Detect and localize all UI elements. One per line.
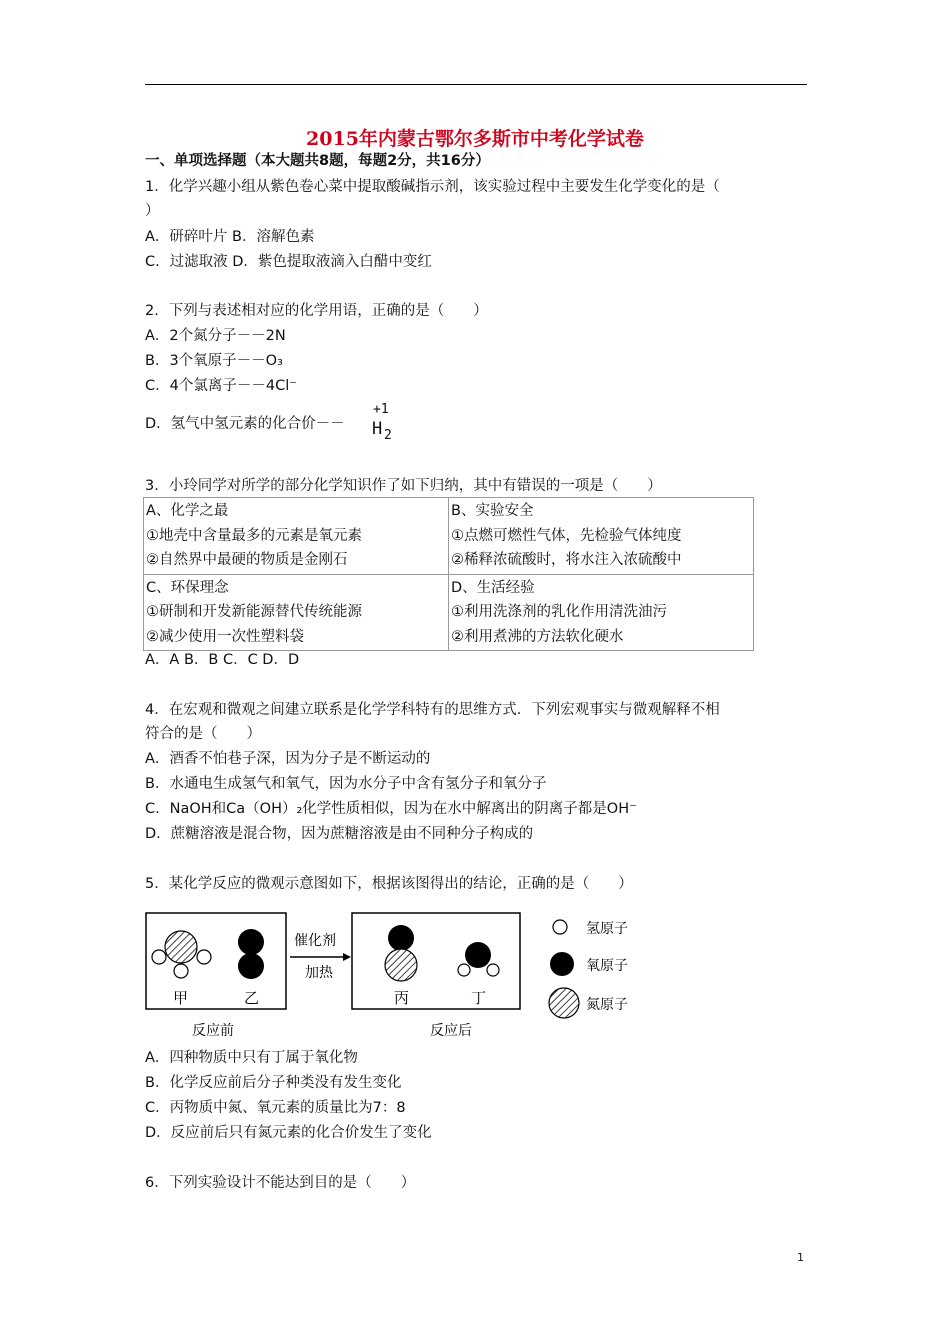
label-jia: 甲 [173, 989, 189, 1007]
label-bing: 丙 [394, 989, 410, 1007]
oxygen-atom [238, 929, 264, 955]
question-5-option-b: B．化学反应前后分子种类没有发生变化 [145, 1075, 402, 1091]
question-5-option-d: D．反应前后只有氮元素的化合价发生了变化 [145, 1125, 432, 1141]
molecule-ding [458, 942, 499, 976]
oxygen-atom [238, 953, 264, 979]
legend-oxygen-icon [550, 952, 574, 976]
reaction-diagram [140, 905, 660, 1045]
hydrogen-atom [174, 964, 188, 978]
legend-hydrogen: 氢原子 [586, 921, 628, 937]
oxygen-atom [465, 942, 491, 968]
molecule-yi [238, 929, 264, 979]
question-6-stem: 6．下列实验设计不能达到目的是（ ） [145, 1175, 416, 1191]
reaction-arrow-head [343, 953, 351, 961]
arrow-top-label: 催化剂 [294, 933, 336, 949]
label-after: 反应后 [430, 1023, 472, 1039]
question-5-option-c: C．丙物质中氮、氧元素的质量比为7：8 [145, 1100, 406, 1116]
cell-item: ①研制和开发新能源替代传统能源 [146, 604, 362, 620]
cell-item: ②稀释浓硫酸时，将水注入浓硫酸中 [451, 552, 682, 568]
arrow-bottom-label: 加热 [305, 965, 333, 981]
question-5-option-a: A．四种物质中只有丁属于氧化物 [145, 1050, 358, 1066]
label-before: 反应前 [192, 1023, 234, 1039]
product-box [352, 913, 520, 1009]
question-3-table [143, 497, 754, 651]
question-4-stem-cont: 符合的是（ ） [145, 726, 261, 742]
molecule-bing [385, 925, 417, 981]
formula-subscript: 2 [384, 428, 392, 443]
table-row [144, 574, 754, 651]
molecule-jia [152, 931, 211, 978]
cell-item: ②减少使用一次性塑料袋 [146, 628, 304, 645]
hydrogen-atom [487, 964, 499, 976]
cell-item: ①地壳中含量最多的元素是氧元素 [146, 527, 362, 544]
legend-hydrogen-icon [553, 920, 567, 934]
table-cell-a [144, 498, 449, 575]
label-yi: 乙 [244, 989, 260, 1007]
cell-item: ②利用煮沸的方法软化硬水 [451, 628, 624, 645]
page-number: 1 [797, 1251, 804, 1264]
question-4-option-a: A．酒香不怕巷子深，因为分子是不断运动的 [145, 751, 431, 767]
reactant-box [146, 913, 286, 1009]
legend-nitrogen: 氮原子 [586, 997, 628, 1013]
label-ding: 丁 [471, 989, 487, 1007]
page-title: 2015年内蒙古鄂尔多斯市中考化学试卷 [306, 128, 644, 150]
cell-heading: A、化学之最 [146, 503, 229, 519]
question-1-stem: 1．化学兴趣小组从紫色卷心菜中提取酸碱指示剂，该实验过程中主要发生化学变化的是（ [145, 179, 720, 195]
cell-heading: B、实验安全 [451, 503, 534, 519]
table-cell-d [449, 574, 754, 651]
question-2-stem: 2．下列与表述相对应的化学用语，正确的是（ ） [145, 303, 488, 319]
question-3-options: A．A B．B C．C D．D [145, 652, 300, 668]
legend-oxygen: 氧原子 [586, 958, 628, 974]
section-heading: 一、单项选择题（本大题共8题，每题2分，共16分） [145, 153, 490, 169]
hydrogen-atom [458, 964, 470, 976]
cell-item: ①利用洗涤剂的乳化作用清洗油污 [451, 604, 667, 620]
nitrogen-atom [385, 949, 417, 981]
nitrogen-atom [165, 931, 197, 963]
table-cell-c [144, 574, 449, 651]
oxygen-atom [388, 925, 414, 951]
valence-label: +1 [373, 402, 389, 417]
question-2-option-b: B．3个氧原子－－O₃ [145, 353, 283, 369]
cell-item: ①点燃可燃性气体，先检验气体纯度 [451, 527, 682, 544]
hydrogen-atom [197, 950, 211, 964]
table-cell-b [449, 498, 754, 575]
question-4-option-c: C．NaOH和Ca（OH）₂化学性质相似，因为在水中解离出的阴离子都是OH⁻ [145, 801, 637, 817]
question-4-stem: 4．在宏观和微观之间建立联系是化学学科特有的思维方式．下列宏观事实与微观解释不相 [145, 702, 720, 718]
legend-nitrogen-icon [549, 988, 579, 1018]
question-2-option-a: A．2个氮分子－－2N [145, 328, 286, 344]
header-rule [145, 84, 807, 85]
question-1-options-ab: A．研碎叶片 B．溶解色素 [145, 229, 315, 245]
question-2-option-d: D．氢气中氢元素的化合价－－ [145, 416, 345, 432]
cell-heading: D、生活经验 [451, 579, 535, 596]
hydrogen-atom [152, 950, 166, 964]
question-2-option-c: C．4个氯离子－－4Cl⁻ [145, 378, 297, 394]
question-1-options-cd: C．过滤取液 D．紫色提取液滴入白醋中变红 [145, 254, 432, 270]
formula-h: H [372, 419, 383, 439]
question-1-stem-cont: ） [145, 203, 160, 219]
table-row [144, 498, 754, 575]
cell-item: ②自然界中最硬的物质是金刚石 [146, 552, 348, 568]
reaction-diagram-svg [140, 905, 660, 1045]
cell-heading: C、环保理念 [146, 579, 229, 596]
question-5-stem: 5．某化学反应的微观示意图如下，根据该图得出的结论，正确的是（ ） [145, 876, 633, 892]
question-3-stem: 3．小玲同学对所学的部分化学知识作了如下归纳，其中有错误的一项是（ ） [145, 478, 662, 494]
question-4-option-b: B．水通电生成氢气和氧气，因为水分子中含有氢分子和氧分子 [145, 776, 547, 792]
question-4-option-d: D．蔗糖溶液是混合物，因为蔗糖溶液是由不同种分子构成的 [145, 826, 534, 842]
